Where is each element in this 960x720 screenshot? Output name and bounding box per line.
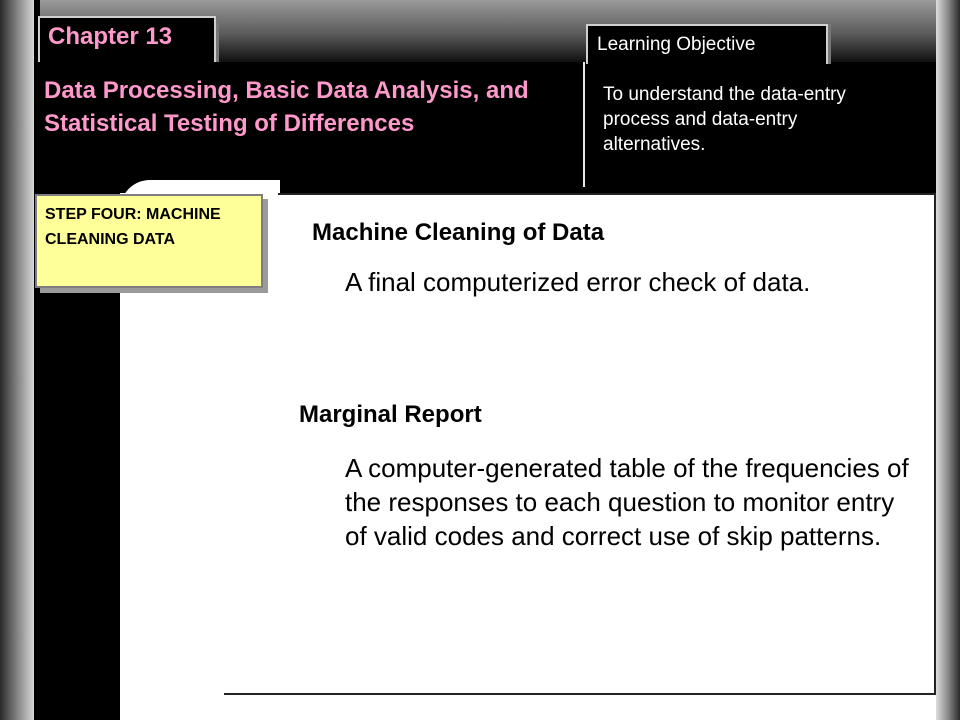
chapter-label: Chapter 13 bbox=[48, 23, 173, 50]
chapter-title: Data Processing, Basic Data Analysis, and Statistical Testing of Differences bbox=[44, 77, 529, 137]
left-gradient-border bbox=[0, 0, 34, 720]
right-gradient-border bbox=[936, 0, 960, 720]
term-heading-machine-cleaning: Machine Cleaning of Data bbox=[312, 219, 605, 246]
step-label: STEP FOUR: MACHINE CLEANING DATA bbox=[45, 206, 221, 248]
header-divider bbox=[583, 62, 585, 187]
term-definition-machine-cleaning: A final computerized error check of data. bbox=[345, 267, 811, 297]
step-label-box bbox=[35, 194, 263, 288]
term-definition-marginal-report: A computer-generated table of the frequencies of the responses to each question to monitor entry of valid codes and correct use of skip patterns. bbox=[345, 453, 909, 551]
learning-objective-text: To understand the data-entry process and data-entry alternatives. bbox=[603, 84, 846, 155]
chapter-tab bbox=[38, 16, 216, 62]
learning-objective-tab bbox=[586, 24, 828, 64]
content-frame-top-edge bbox=[278, 193, 936, 195]
learning-objective-label: Learning Objective bbox=[597, 34, 756, 55]
term-heading-marginal-report: Marginal Report bbox=[299, 401, 482, 428]
